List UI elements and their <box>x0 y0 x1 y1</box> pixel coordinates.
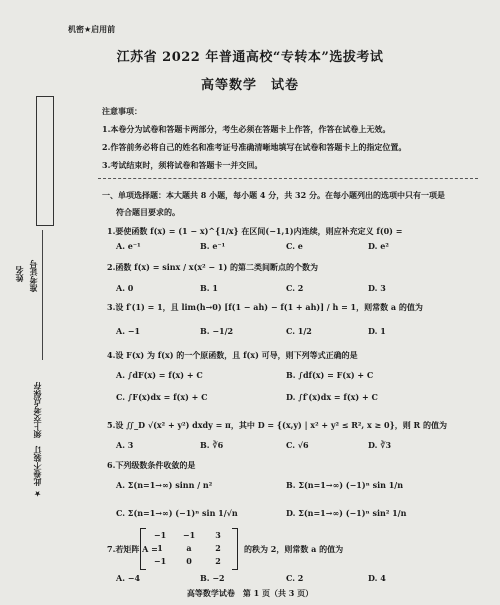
option-d: D. 4 <box>368 573 386 583</box>
question-stem: 6.下列级数条件收敛的是 <box>107 460 196 470</box>
seal-box <box>36 96 54 226</box>
option-a: A. Σ(n=1→∞) sinn / n² <box>116 480 213 490</box>
section-heading: 一、单项选择题：本大题共 8 小题，每小题 4 分，共 32 分。在每小题列出的选项中只有一项是 <box>102 190 445 200</box>
question-stem: 1.要使函数 f(x) = (1 − x)^{1/x} 在区间(−1,1)内连续，则应补充定义 f(0) = <box>107 226 403 236</box>
note-item: 1.本卷分为试卷和答题卡两部分，考生必须在答题卡上作答，作答在试卷上无效。 <box>102 124 391 134</box>
note-item: 2.作答前务必将自己的姓名和准考证号准确清晰地填写在试卷和答题卡上的指定位置。 <box>102 142 407 152</box>
option-a: A. e⁻¹ <box>116 241 141 251</box>
option-d: D. Σ(n=1→∞) (−1)ⁿ sin² 1/n <box>286 508 407 518</box>
exam-subtitle: 高等数学 试卷 <box>200 78 299 93</box>
option-b: B. e⁻¹ <box>200 241 226 251</box>
matrix-cell: 2 <box>215 556 221 566</box>
notes-title: 注意事项： <box>102 106 142 116</box>
exam-id-label: 准考证号 <box>29 260 38 292</box>
question-stem-post: 的秩为 2，则常数 a 的值为 <box>244 544 344 554</box>
option-b: B. −2 <box>200 573 225 583</box>
option-d: D. e² <box>368 241 389 251</box>
note-item: 3.考试结束时，须将试卷和答题卡一并交回。 <box>102 160 263 170</box>
option-a: A. −1 <box>116 326 141 336</box>
option-b: B. Σ(n=1→∞) (−1)ⁿ sin 1/n <box>286 480 404 490</box>
matrix-cell: −1 <box>153 556 167 566</box>
option-a: A. ∫dF(x) = f(x) + C <box>116 370 203 380</box>
question-stem: 3.设 f′(1) = 1，且 lim(h→0) [f(1 − ah) − f(1 + ah)] / h = 1，则常数 a 的值为 <box>107 302 423 312</box>
option-c: C. 1/2 <box>286 326 312 336</box>
option-b: B. ∛6 <box>200 440 224 450</box>
matrix-right-bracket <box>232 528 238 570</box>
question-stem: 2.函数 f(x) = sinx / x(x² − 1) 的第二类间断点的个数为 <box>107 262 319 272</box>
option-c: C. 2 <box>286 573 304 583</box>
option-b: B. −1/2 <box>200 326 234 336</box>
matrix-cell: 2 <box>215 543 221 553</box>
binding-warning: ★ 此卷不装订 须上交考点保存 <box>33 382 42 498</box>
option-c: C. Σ(n=1→∞) (−1)ⁿ sin 1/√n <box>116 508 238 518</box>
matrix-cell: 1 <box>157 543 163 553</box>
option-a: A. 0 <box>116 283 134 293</box>
confidential-label: 机密★启用前 <box>68 25 116 34</box>
question-stem-pre: 7.若矩阵 A = <box>107 544 158 554</box>
option-b: B. ∫df(x) = F(x) + C <box>286 370 374 380</box>
name-label: 姓名 <box>15 266 24 282</box>
matrix-cell: −1 <box>182 530 196 540</box>
matrix-cell: −1 <box>153 530 167 540</box>
option-c: C. √6 <box>286 440 309 450</box>
section-divider <box>98 178 478 179</box>
page-footer: 高等数学试卷 第 1 页（共 3 页） <box>186 588 314 598</box>
section-heading-cont: 符合题目要求的。 <box>116 207 180 217</box>
matrix-cell: 3 <box>215 530 221 540</box>
option-d: D. ∛3 <box>368 440 392 450</box>
option-b: B. 1 <box>200 283 218 293</box>
binding-line <box>42 230 43 360</box>
question-stem: 4.设 F(x) 为 f(x) 的一个原函数，且 f(x) 可导，则下列等式正确的是 <box>107 350 358 360</box>
option-c: C. e <box>286 241 303 251</box>
question-stem: 5.设 ∬_D √(x² + y²) dxdy = π，其中 D = {(x,y) | x² + y² ≤ R², x ≥ 0}，则 R 的值为 <box>107 420 447 430</box>
option-a: A. −4 <box>116 573 141 583</box>
matrix-a <box>140 528 238 568</box>
matrix-cell: 0 <box>186 556 192 566</box>
option-d: D. 1 <box>368 326 386 336</box>
option-c: C. 2 <box>286 283 304 293</box>
matrix-cell: a <box>186 543 192 553</box>
option-a: A. 3 <box>116 440 134 450</box>
option-d: D. ∫f′(x)dx = f(x) + C <box>286 392 378 402</box>
exam-title: 江苏省 2022 年普通高校“专转本”选拔考试 <box>116 50 384 65</box>
option-d: D. 3 <box>368 283 386 293</box>
option-c: C. ∫F(x)dx = f(x) + C <box>116 392 208 402</box>
